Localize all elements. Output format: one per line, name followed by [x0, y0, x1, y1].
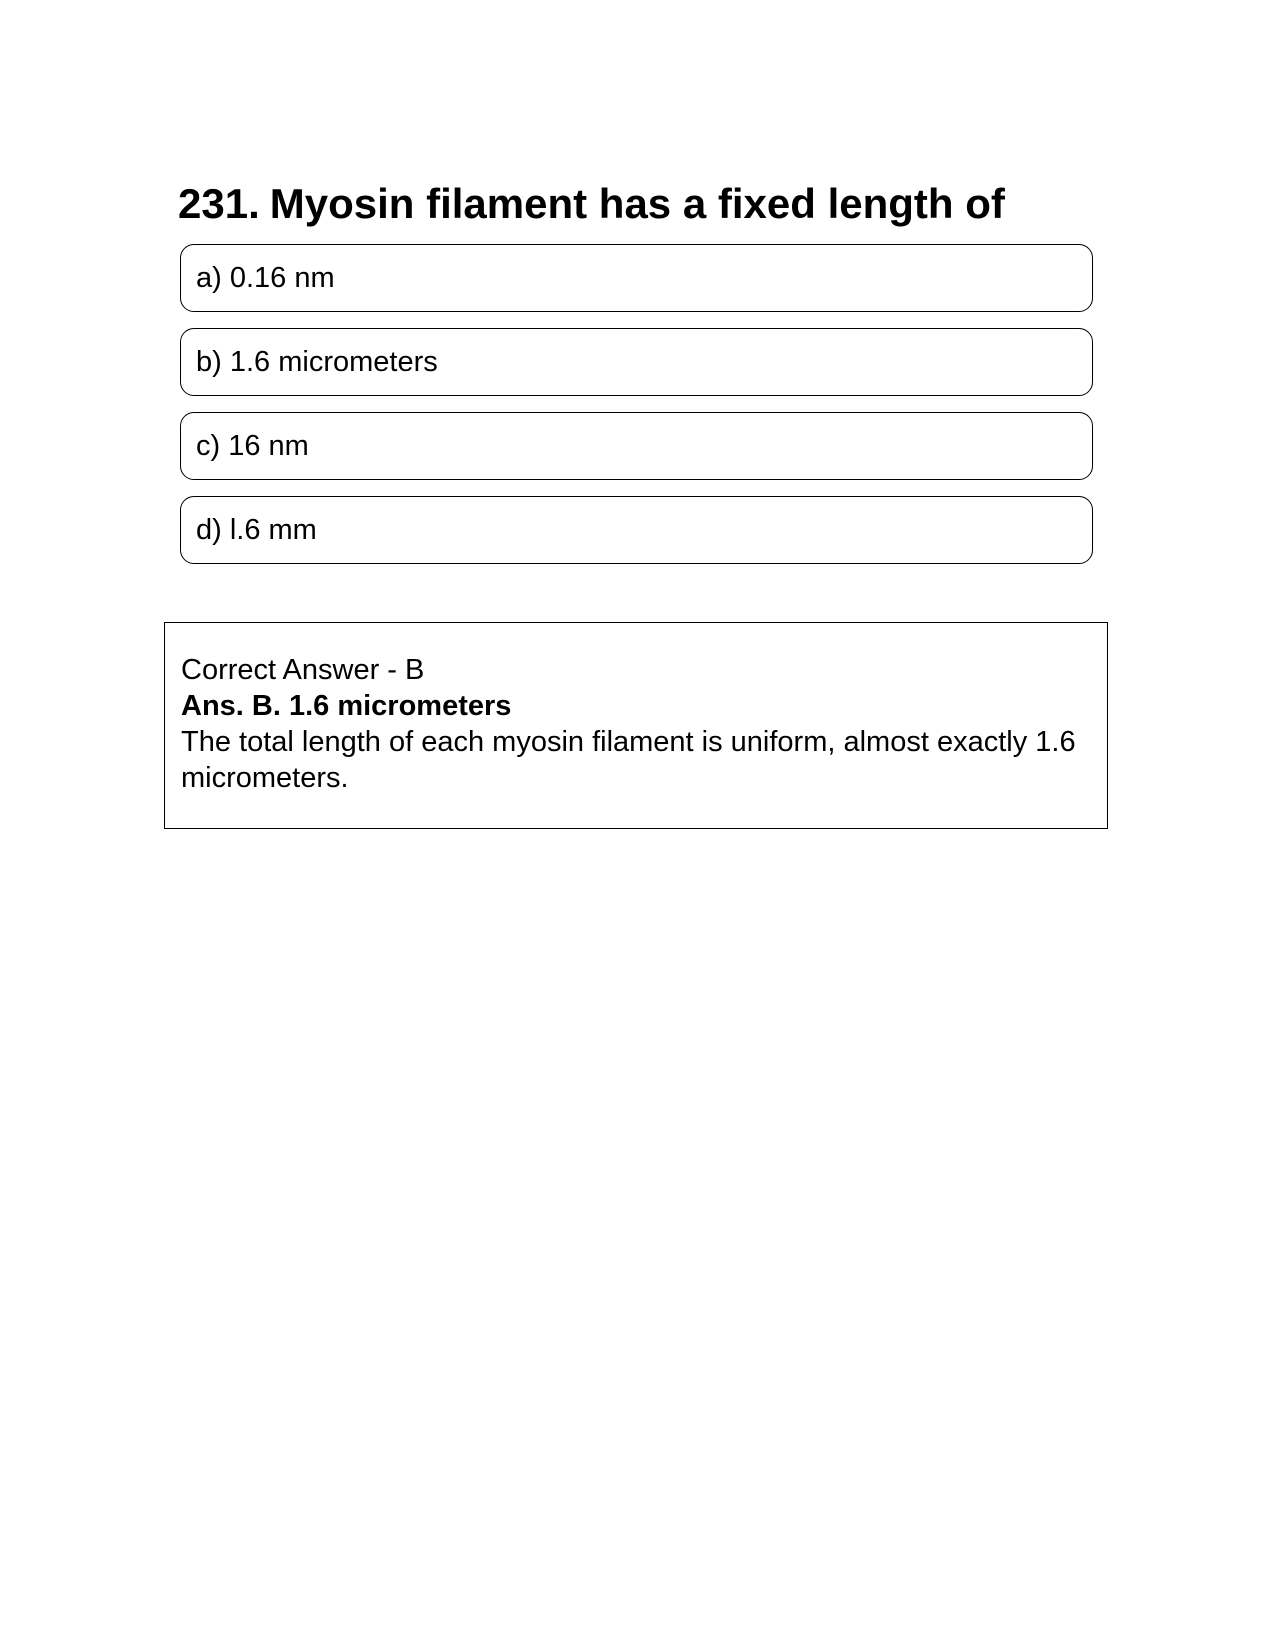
option-c-label: c) 16 nm — [196, 429, 309, 462]
option-c[interactable] — [180, 412, 1093, 480]
answer-box — [164, 622, 1108, 829]
option-d-label: d) l.6 mm — [196, 513, 317, 546]
option-b[interactable] — [180, 328, 1093, 396]
answer-explanation: The total length of each myosin filament is uniform, almost exactly 1.6 micrometers. — [181, 726, 1076, 794]
correct-answer-line: Correct Answer - B — [181, 654, 425, 686]
answer-heading: Ans. B. 1.6 micrometers — [181, 690, 512, 722]
options-list — [180, 244, 1093, 580]
question-text: Myosin filament has a fixed length of — [269, 180, 1005, 227]
option-a[interactable] — [180, 244, 1093, 312]
option-d[interactable] — [180, 496, 1093, 564]
question-number: 231. — [178, 180, 260, 227]
option-a-label: a) 0.16 nm — [196, 261, 335, 294]
option-b-label: b) 1.6 micrometers — [196, 345, 438, 378]
question-heading — [178, 178, 1098, 230]
